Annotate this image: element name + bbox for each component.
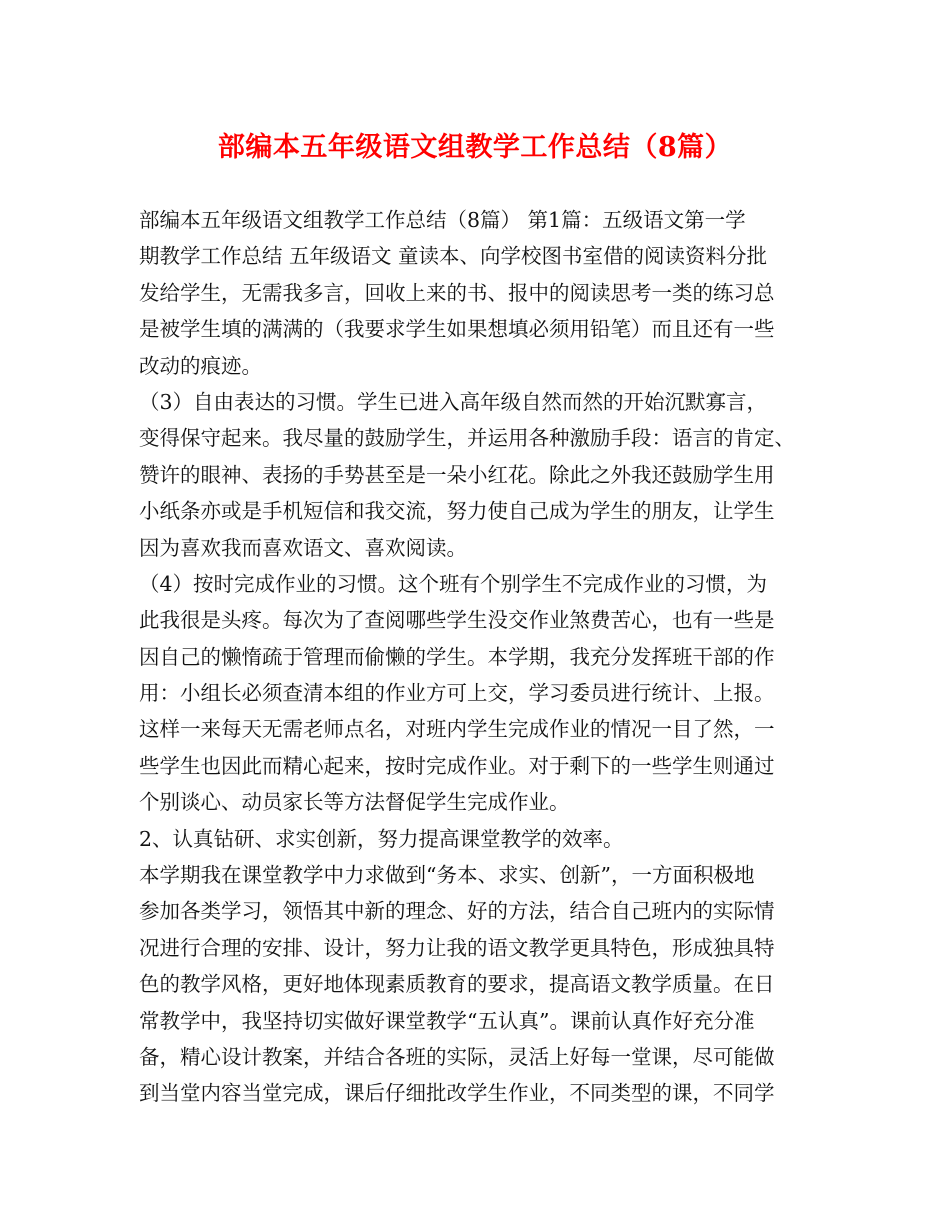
text-line: 个别谈心、动员家长等方法督促学生完成作业。 — [139, 790, 570, 815]
text-line: 改动的痕迹。 — [139, 353, 262, 378]
text-line: 因为喜欢我而喜欢语文、喜欢阅读。 — [139, 535, 467, 560]
text-line: （4）按时完成作业的习惯。这个班有个别学生不完成作业的习惯，为 — [139, 571, 768, 596]
text-line: 这样一来每天无需老师点名，对班内学生完成作业的情况一目了然，一 — [139, 717, 775, 742]
text-line: 到当堂内容当堂完成，课后仔细批改学生作业，不同类型的课，不同学 — [139, 1081, 775, 1106]
text-line: 参加各类学习，领悟其中新的理念、好的方法，结合自己班内的实际情 — [139, 899, 775, 924]
text-line: （3）自由表达的习惯。学生已进入高年级自然而然的开始沉默寡言， — [139, 389, 768, 414]
text-line: 因自己的懒惰疏于管理而偷懒的学生。本学期，我充分发挥班干部的作 — [139, 644, 775, 669]
document-title: 部编本五年级语文组教学工作总结（8篇） — [217, 132, 733, 163]
text-line: 赞许的眼神、表扬的手势甚至是一朵小红花。除此之外我还鼓励学生用 — [139, 462, 775, 487]
text-line: 本学期我在课堂教学中力求做到“务本、求实、创新”，一方面积极地 — [139, 863, 755, 888]
text-line: 发给学生，无需我多言，回收上来的书、报中的阅读思考一类的练习总 — [139, 280, 775, 305]
text-line: 些学生也因此而精心起来，按时完成作业。对于剩下的一些学生则通过 — [139, 753, 775, 778]
text-line: 用：小组长必须查清本组的作业方可上交，学习委员进行统计、上报。 — [139, 681, 775, 706]
text-line: 是被学生填的满满的（我要求学生如果想填必须用铅笔）而且还有一些 — [139, 317, 775, 342]
text-line: 期教学工作总结 五年级语文 童读本、向学校图书室借的阅读资料分批 — [139, 244, 768, 269]
text-line: 色的教学风格，更好地体现素质教育的要求，提高语文教学质量。在日 — [139, 972, 775, 997]
text-line: 备，精心设计教案，并结合各班的实际，灵活上好每一堂课，尽可能做 — [139, 1044, 775, 1069]
text-line: 况进行合理的安排、设计，努力让我的语文教学更具特色，形成独具特 — [139, 935, 775, 960]
text-line: 小纸条亦或是手机短信和我交流，努力使自己成为学生的朋友，让学生 — [139, 499, 775, 524]
text-line: 变得保守起来。我尽量的鼓励学生，并运用各种激励手段：语言的肯定、 — [139, 426, 795, 451]
document-body — [139, 202, 821, 1112]
text-line: 2、认真钻研、求实创新，努力提高课堂教学的效率。 — [139, 826, 624, 851]
text-line: 常教学中，我坚持切实做好课堂教学“五认真”。课前认真作好充分准 — [139, 1008, 755, 1033]
text-line: 部编本五年级语文组教学工作总结（8篇） 第1篇：五级语文第一学 — [139, 208, 746, 232]
text-line: 此我很是头疼。每次为了查阅哪些学生没交作业煞费苦心，也有一些是 — [139, 608, 775, 633]
